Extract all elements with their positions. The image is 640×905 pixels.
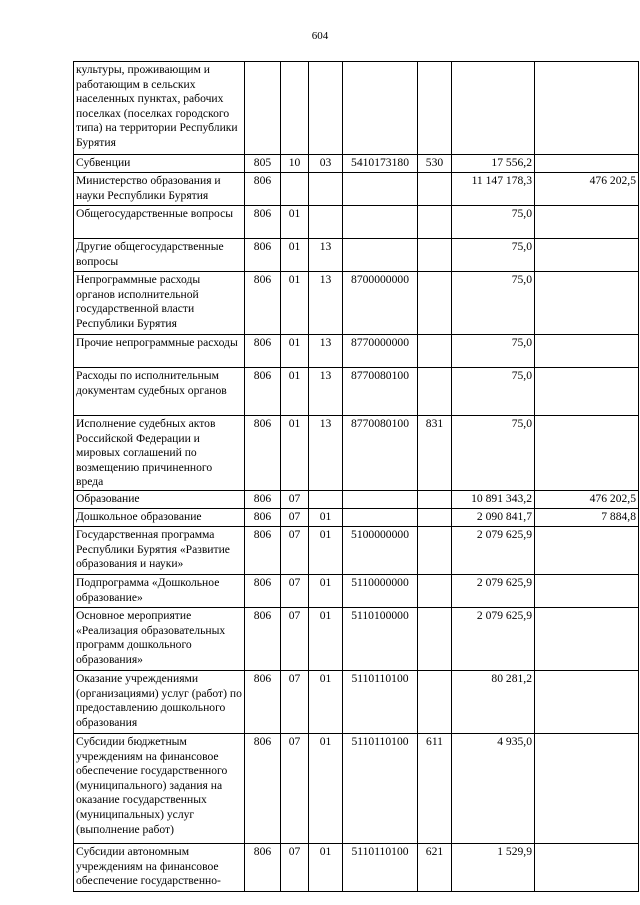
row-csr-code: 5410173180 — [343, 155, 418, 173]
row-rz-code: 01 — [281, 206, 309, 239]
row-vr-code — [418, 62, 452, 155]
row-csr-code — [343, 490, 418, 508]
row-gr-code: 806 — [245, 490, 281, 508]
row-rz-code: 01 — [281, 416, 309, 491]
row-vr-code — [418, 239, 452, 272]
row-sum-2 — [535, 272, 639, 335]
budget-table — [73, 61, 639, 892]
row-gr-code: 805 — [245, 155, 281, 173]
row-sum-1: 75,0 — [452, 416, 535, 491]
row-pr-code — [309, 62, 343, 155]
row-sum-2 — [535, 733, 639, 843]
row-gr-code: 806 — [245, 607, 281, 670]
row-rz-code: 01 — [281, 239, 309, 272]
row-name: Исполнение судебных актов Российской Федерации и мировых соглашений по возмещению причиненного вреда — [74, 416, 245, 491]
row-gr-code — [245, 62, 281, 155]
row-csr-code — [343, 508, 418, 526]
row-rz-code: 10 — [281, 155, 309, 173]
row-rz-code: 07 — [281, 526, 309, 574]
row-csr-code — [343, 173, 418, 206]
row-csr-code: 5110110100 — [343, 733, 418, 843]
row-pr-code: 01 — [309, 607, 343, 670]
page-number: 604 — [311, 30, 329, 42]
row-pr-code: 01 — [309, 670, 343, 733]
row-vr-code — [418, 272, 452, 335]
row-csr-code: 8770080100 — [343, 368, 418, 416]
row-gr-code: 806 — [245, 843, 281, 891]
row-pr-code: 13 — [309, 272, 343, 335]
table-row — [74, 368, 639, 416]
row-sum-1: 75,0 — [452, 368, 535, 416]
row-vr-code — [418, 368, 452, 416]
row-pr-code — [309, 206, 343, 239]
row-name: Образование — [74, 490, 245, 508]
row-sum-2 — [535, 843, 639, 891]
row-csr-code: 5110110100 — [343, 843, 418, 891]
row-sum-2 — [535, 368, 639, 416]
table-row — [74, 843, 639, 891]
row-sum-2 — [535, 670, 639, 733]
row-rz-code: 07 — [281, 607, 309, 670]
row-sum-2 — [535, 574, 639, 607]
row-name: Прочие непрограммные расходы — [74, 335, 245, 368]
row-sum-1: 4 935,0 — [452, 733, 535, 843]
row-sum-1: 75,0 — [452, 206, 535, 239]
row-vr-code — [418, 508, 452, 526]
row-sum-1: 75,0 — [452, 239, 535, 272]
row-sum-2 — [535, 206, 639, 239]
table-row — [74, 206, 639, 239]
row-rz-code: 07 — [281, 843, 309, 891]
row-pr-code: 01 — [309, 843, 343, 891]
row-pr-code: 13 — [309, 239, 343, 272]
row-sum-1: 1 529,9 — [452, 843, 535, 891]
row-name: Субсидии автономным учреждениям на финансовое обеспечение государственно- — [74, 843, 245, 891]
row-sum-2 — [535, 416, 639, 491]
row-pr-code: 01 — [309, 733, 343, 843]
row-sum-1: 2 079 625,9 — [452, 574, 535, 607]
row-gr-code: 806 — [245, 574, 281, 607]
row-gr-code: 806 — [245, 508, 281, 526]
row-csr-code — [343, 62, 418, 155]
row-sum-1: 11 147 178,3 — [452, 173, 535, 206]
row-sum-1: 80 281,2 — [452, 670, 535, 733]
row-rz-code: 07 — [281, 490, 309, 508]
row-name: Субвенции — [74, 155, 245, 173]
row-name: культуры, проживающим и работающим в сельских населенных пунктах, рабочих поселках (поселках городского типа) на территории Республики Бурятия — [74, 62, 245, 155]
row-name: Другие общегосударственные вопросы — [74, 239, 245, 272]
row-csr-code: 5110100000 — [343, 607, 418, 670]
table-row — [74, 490, 639, 508]
row-sum-2 — [535, 155, 639, 173]
row-pr-code: 13 — [309, 368, 343, 416]
row-sum-1 — [452, 62, 535, 155]
row-gr-code: 806 — [245, 173, 281, 206]
row-sum-1: 17 556,2 — [452, 155, 535, 173]
row-name: Непрограммные расходы органов исполнительной государственной власти Республики Бурятия — [74, 272, 245, 335]
row-gr-code: 806 — [245, 239, 281, 272]
row-vr-code — [418, 173, 452, 206]
table-row — [74, 335, 639, 368]
table-row — [74, 733, 639, 843]
row-vr-code: 530 — [418, 155, 452, 173]
row-csr-code: 5100000000 — [343, 526, 418, 574]
row-vr-code — [418, 526, 452, 574]
row-gr-code: 806 — [245, 733, 281, 843]
row-vr-code — [418, 335, 452, 368]
table-row — [74, 155, 639, 173]
row-vr-code — [418, 574, 452, 607]
row-csr-code — [343, 239, 418, 272]
row-vr-code: 621 — [418, 843, 452, 891]
row-sum-2 — [535, 62, 639, 155]
row-sum-2 — [535, 335, 639, 368]
row-pr-code: 13 — [309, 416, 343, 491]
row-gr-code: 806 — [245, 368, 281, 416]
row-sum-1: 10 891 343,2 — [452, 490, 535, 508]
row-vr-code — [418, 670, 452, 733]
row-csr-code — [343, 206, 418, 239]
table-row — [74, 272, 639, 335]
row-gr-code: 806 — [245, 272, 281, 335]
row-name: Субсидии бюджетным учреждениям на финансовое обеспечение государственного (муниципального) задания на оказание государственных (муниципальных) услуг (выполнение работ) — [74, 733, 245, 843]
table-row — [74, 670, 639, 733]
row-sum-2 — [535, 607, 639, 670]
row-name: Оказание учреждениями (организациями) услуг (работ) по предоставлению дошкольного образования — [74, 670, 245, 733]
row-csr-code: 8700000000 — [343, 272, 418, 335]
table-row — [74, 574, 639, 607]
table-row — [74, 173, 639, 206]
row-sum-1: 75,0 — [452, 272, 535, 335]
row-gr-code: 806 — [245, 526, 281, 574]
table-row — [74, 508, 639, 526]
row-vr-code — [418, 607, 452, 670]
row-rz-code: 01 — [281, 272, 309, 335]
row-rz-code: 01 — [281, 335, 309, 368]
row-name: Министерство образования и науки Республики Бурятия — [74, 173, 245, 206]
row-rz-code: 01 — [281, 368, 309, 416]
row-vr-code — [418, 206, 452, 239]
row-sum-1: 75,0 — [452, 335, 535, 368]
row-gr-code: 806 — [245, 670, 281, 733]
row-pr-code: 01 — [309, 574, 343, 607]
row-name: Подпрограмма «Дошкольное образование» — [74, 574, 245, 607]
row-pr-code: 03 — [309, 155, 343, 173]
row-vr-code: 611 — [418, 733, 452, 843]
table-row — [74, 416, 639, 491]
row-pr-code — [309, 173, 343, 206]
row-csr-code: 8770080100 — [343, 416, 418, 491]
row-rz-code: 07 — [281, 733, 309, 843]
row-sum-1: 2 079 625,9 — [452, 607, 535, 670]
row-sum-2: 476 202,5 — [535, 490, 639, 508]
row-vr-code: 831 — [418, 416, 452, 491]
row-sum-2: 7 884,8 — [535, 508, 639, 526]
row-name: Расходы по исполнительным документам судебных органов — [74, 368, 245, 416]
table-row — [74, 62, 639, 155]
row-name: Основное мероприятие «Реализация образовательных программ дошкольного образования» — [74, 607, 245, 670]
row-gr-code: 806 — [245, 335, 281, 368]
row-rz-code: 07 — [281, 508, 309, 526]
row-csr-code: 5110110100 — [343, 670, 418, 733]
row-rz-code — [281, 62, 309, 155]
table-row — [74, 607, 639, 670]
row-sum-2 — [535, 526, 639, 574]
table-row — [74, 526, 639, 574]
row-name: Общегосударственные вопросы — [74, 206, 245, 239]
row-pr-code: 13 — [309, 335, 343, 368]
row-sum-1: 2 079 625,9 — [452, 526, 535, 574]
row-gr-code: 806 — [245, 206, 281, 239]
row-pr-code — [309, 490, 343, 508]
row-vr-code — [418, 490, 452, 508]
row-name: Дошкольное образование — [74, 508, 245, 526]
row-rz-code: 07 — [281, 574, 309, 607]
row-csr-code: 5110000000 — [343, 574, 418, 607]
row-sum-2: 476 202,5 — [535, 173, 639, 206]
row-rz-code — [281, 173, 309, 206]
row-sum-2 — [535, 239, 639, 272]
row-sum-1: 2 090 841,7 — [452, 508, 535, 526]
row-gr-code: 806 — [245, 416, 281, 491]
row-pr-code: 01 — [309, 508, 343, 526]
row-pr-code: 01 — [309, 526, 343, 574]
table-row — [74, 239, 639, 272]
row-rz-code: 07 — [281, 670, 309, 733]
row-csr-code: 8770000000 — [343, 335, 418, 368]
row-name: Государственная программа Республики Бурятия «Развитие образования и науки» — [74, 526, 245, 574]
